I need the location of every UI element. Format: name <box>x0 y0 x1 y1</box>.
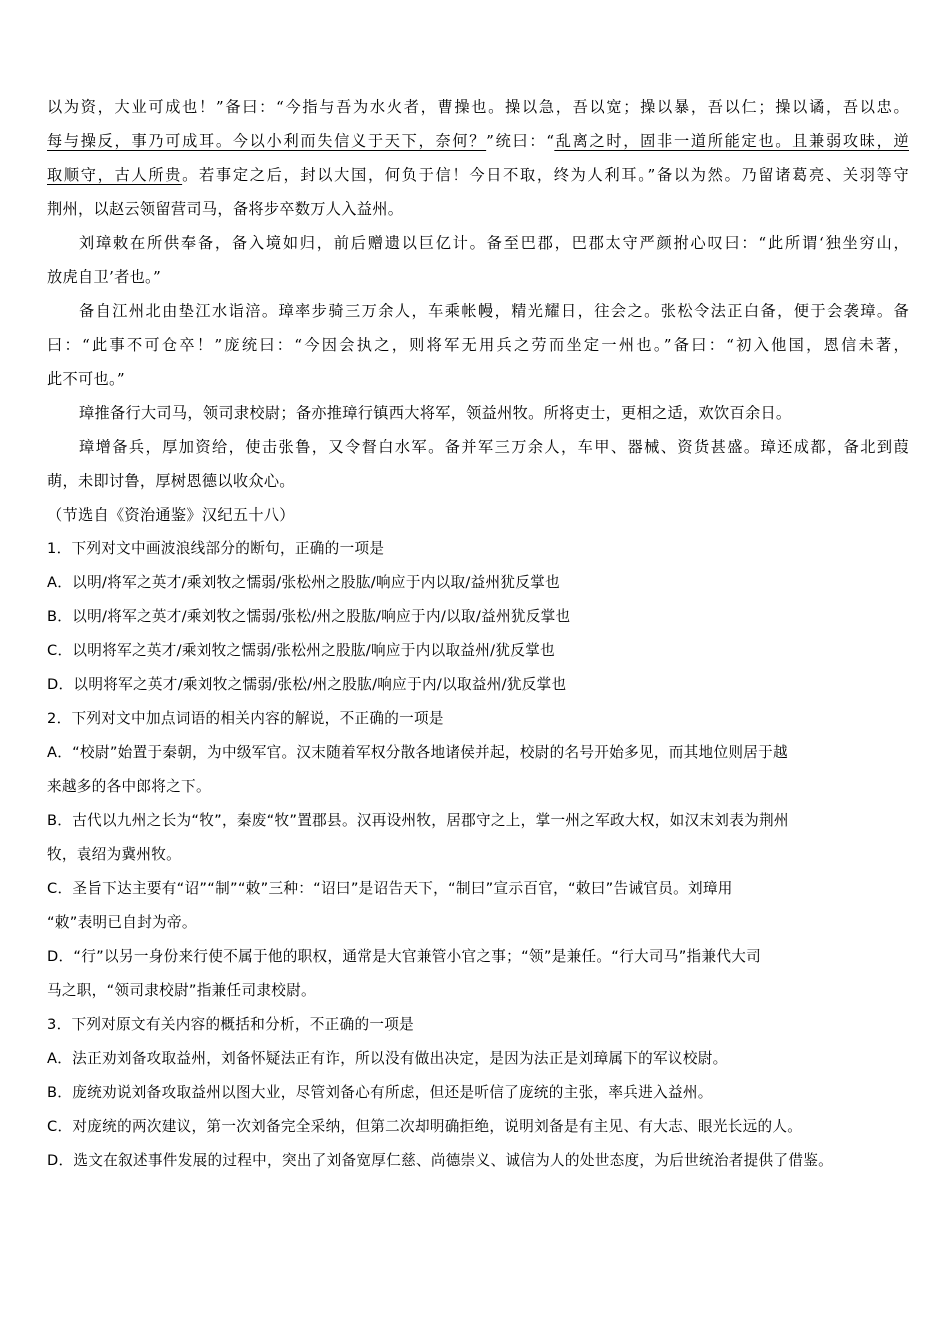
passage-line: 放虎自卫’者也。” <box>47 268 162 286</box>
passage-line-underlined <box>47 126 909 156</box>
option-a: A．以明/将军之英才/乘刘牧之懦弱/张松州之股肱/响应于内以取/益州犹反掌也 <box>47 574 560 591</box>
passage-line: 璋增备兵，厚加资给，使击张鲁，又令督白水军。备并军三万余人，车甲、器械、资货甚盛。璋还成都，备北到葭 <box>79 438 909 456</box>
option-d: D．“行”以另一身份来行使不属于他的职权，通常是大官兼管小官之事；“领”是兼任。“行大司马”指兼代大司 <box>47 948 762 965</box>
option-b: B．庞统劝说刘备攻取益州以图大业，尽管刘备心有所虑，但还是听信了庞统的主张，率兵进入益州。 <box>47 1084 713 1101</box>
plain-segment: 。若事定之后，封以大国，何负于信！今日不取，终为人利耳。”备以为然。乃留诸葛亮、关羽等守 <box>182 166 909 184</box>
passage-line: 此不可也。” <box>47 370 125 388</box>
plain-segment: ”统曰：“ <box>486 132 555 150</box>
question-stem: 1．下列对文中画波浪线部分的断句，正确的一项是 <box>47 540 385 557</box>
option-d: D．选文在叙述事件发展的过程中，突出了刘备宽厚仁慈、尚德崇义、诚信为人的处世态度，为后世统治者提供了借鉴。 <box>47 1152 834 1169</box>
passage-line: 刘璋敕在所供奉备，备入境如归，前后赠遗以巨亿计。备至巴郡，巴郡太守严颜拊心叹曰：“此所谓‘独坐穷山， <box>79 234 909 252</box>
passage-source: （节选自《资治通鉴》汉纪五十八） <box>47 506 295 524</box>
option-a-continued: 来越多的各中郎将之下。 <box>47 778 211 795</box>
passage-line: 荆州，以赵云领留营司马，备将步卒数万人入益州。 <box>47 200 404 218</box>
option-a: A．“校尉”始置于秦朝，为中级军官。汉末随着军权分散各地诸侯并起，校尉的名号开始多见，而其地位则居于越 <box>47 744 788 761</box>
question-stem: 3．下列对原文有关内容的概括和分析，不正确的一项是 <box>47 1016 415 1033</box>
option-a: A．法正劝刘备攻取益州，刘备怀疑法正有诈，所以没有做出决定，是因为法正是刘璋属下的军议校尉。 <box>47 1050 728 1067</box>
option-b-continued: 牧，袁绍为冀州牧。 <box>47 846 182 863</box>
option-b: B．以明/将军之英才/乘刘牧之懦弱/张松/州之股肱/响应于内/以取/益州犹反掌也 <box>47 608 571 625</box>
underlined-segment: 乱离之时，固非一道所能定也。且兼弱攻昧，逆 <box>554 132 909 150</box>
passage-line-underlined <box>47 160 909 190</box>
passage-line: 璋推备行大司马，领司隶校尉；备亦推璋行镇西大将军，领益州牧。所将吏士，更相之适，欢饮百余日。 <box>79 404 792 422</box>
underlined-segment: 取顺守，古人所贵 <box>47 166 183 184</box>
option-d: D．以明将军之英才/乘刘牧之懦弱/张松/州之股肱/响应于内/以取益州/犹反掌也 <box>47 676 567 693</box>
passage-line: 曰：“此事不可仓卒！”庞统曰：“今因会执之，则将军无用兵之劳而坐定一州也。”备曰：“初入他国，恩信未著， <box>47 336 909 354</box>
passage-line: 以为资，大业可成也！”备曰：“今指与吾为水火者，曹操也。操以急，吾以宽；操以暴，吾以仁；操以谲，吾以忠。 <box>47 98 909 116</box>
option-c: C．圣旨下达主要有“诏”“制”“敕”三种：“诏曰”是诏告天下，“制曰”宣示百官，“敕曰”告诫官员。刘璋用 <box>47 880 733 897</box>
option-c: C．以明将军之英才/乘刘牧之懦弱/张松州之股肱/响应于内以取益州/犹反掌也 <box>47 642 555 659</box>
option-b: B．古代以九州之长为“牧”，秦废“牧”置郡县。汉再设州牧，居郡守之上，掌一州之军政大权，如汉末刘表为荆州 <box>47 812 789 829</box>
option-c: C．对庞统的两次建议，第一次刘备完全采纳，但第二次却明确拒绝，说明刘备是有主见、有大志、眼光长远的人。 <box>47 1118 803 1135</box>
option-d-continued: 马之职，“领司隶校尉”指兼任司隶校尉。 <box>47 982 316 999</box>
question-stem: 2．下列对文中加点词语的相关内容的解说，不正确的一项是 <box>47 710 444 727</box>
underlined-segment: 每与操反，事乃可成耳。今以小利而失信义于天下，奈何？ <box>47 132 487 150</box>
option-c-continued: “敕”表明已自封为帝。 <box>47 914 197 931</box>
passage-line: 萌，未即讨鲁，厚树恩德以收众心。 <box>47 472 295 490</box>
passage-line: 备自江州北由垫江水诣涪。璋率步骑三万余人，车乘帐幔，精光耀日，往会之。张松令法正白备，便于会袭璋。备 <box>79 302 909 320</box>
